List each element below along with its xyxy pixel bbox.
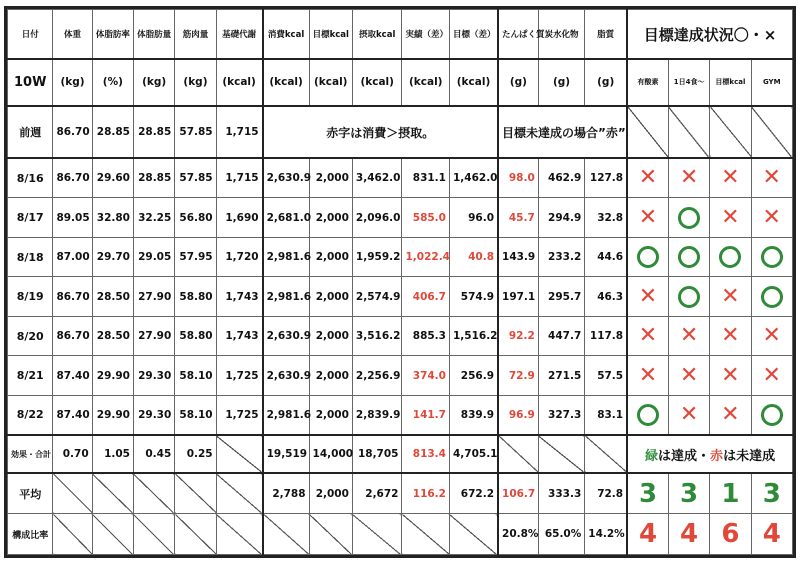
status-mark-gym — [751, 356, 792, 396]
average-label: 平均 — [8, 473, 53, 514]
status-mark-target-kcal — [710, 316, 751, 356]
row-value: 32.80 — [92, 198, 133, 238]
total-consumed: 19,519 — [263, 435, 309, 473]
status-mark-gym — [751, 395, 792, 435]
header-fat: 脂質 — [585, 10, 627, 60]
row-value: 141.7 — [402, 395, 450, 435]
row-value: 256.9 — [449, 356, 498, 396]
status-title: 目標達成状況〇・× — [627, 10, 792, 60]
unit-cell: (kcal) — [216, 59, 262, 106]
row-value: 87.40 — [53, 395, 92, 435]
header-body-fat-mass: 体脂肪量 — [133, 10, 174, 60]
status-mark-cardio — [627, 356, 668, 396]
unit-cell: (kg) — [133, 59, 174, 106]
composition-ratio-row — [8, 514, 793, 555]
circle-achieved-icon — [678, 207, 700, 229]
cross-unmet-icon: ✕ — [762, 204, 781, 230]
row-value: 2,000 — [309, 395, 352, 435]
slash-cell — [216, 514, 262, 555]
row-value: 46.3 — [585, 277, 627, 317]
row-value: 96.0 — [449, 198, 498, 238]
slash-cell — [92, 473, 133, 514]
avg-target: 2,000 — [309, 473, 352, 514]
header-consumed-kcal: 消費kcal — [263, 10, 309, 60]
row-value: 197.1 — [498, 277, 538, 317]
unit-cell: (g) — [498, 59, 538, 106]
status-mark-gym — [751, 316, 792, 356]
row-value: 2,574.9 — [352, 277, 402, 317]
row-value: 58.80 — [175, 316, 216, 356]
cross-unmet-icon: ✕ — [721, 323, 740, 349]
unmet-count-gym: 4 — [751, 514, 792, 555]
row-date: 8/18 — [8, 237, 53, 277]
avg-protein: 106.7 — [498, 473, 538, 514]
row-value: 117.8 — [585, 316, 627, 356]
header-weight: 体重 — [53, 10, 92, 60]
header-target-diff: 目標（差） — [449, 10, 498, 60]
total-actual-diff: 813.4 — [402, 435, 450, 473]
slash-cell — [309, 514, 352, 555]
row-value: 1,959.2 — [352, 237, 402, 277]
achieved-count-four-meals: 3 — [668, 473, 709, 514]
effect-value: 1.05 — [92, 435, 133, 473]
status-mark-cardio — [627, 395, 668, 435]
status-col-gym: GYM — [751, 59, 792, 106]
status-mark-target-kcal — [710, 395, 751, 435]
status-mark-cardio — [627, 316, 668, 356]
row-value: 32.25 — [133, 198, 174, 238]
slash-cell — [53, 473, 92, 514]
day-row — [8, 237, 793, 277]
row-value: 29.60 — [92, 158, 133, 198]
row-value: 2,096.0 — [352, 198, 402, 238]
row-value: 295.7 — [538, 277, 584, 317]
row-value: 29.90 — [92, 395, 133, 435]
slash-cell — [710, 106, 751, 159]
legend-tail: は未達成 — [723, 448, 776, 464]
status-mark-four-meals — [668, 277, 709, 317]
header-intake-kcal: 摂取kcal — [352, 10, 402, 60]
row-date: 8/21 — [8, 356, 53, 396]
ratio-label: 構成比率 — [8, 514, 53, 555]
row-value: 585.0 — [402, 198, 450, 238]
row-value: 86.70 — [53, 277, 92, 317]
row-value: 831.1 — [402, 158, 450, 198]
row-value: 28.85 — [133, 158, 174, 198]
row-value: 2,630.9 — [263, 356, 309, 396]
row-value: 57.95 — [175, 237, 216, 277]
header-basal-metabolism: 基礎代謝 — [216, 10, 262, 60]
row-value: 2,000 — [309, 316, 352, 356]
row-value: 233.2 — [538, 237, 584, 277]
row-value: 1,720 — [216, 237, 262, 277]
row-value: 327.3 — [538, 395, 584, 435]
cross-unmet-icon: ✕ — [721, 165, 740, 191]
status-mark-four-meals — [668, 158, 709, 198]
row-value: 1,462.0 — [449, 158, 498, 198]
slash-cell — [751, 106, 792, 159]
cross-unmet-icon: ✕ — [638, 204, 658, 230]
row-value: 89.05 — [53, 198, 92, 238]
slash-cell — [263, 514, 309, 555]
day-row — [8, 395, 793, 435]
cross-unmet-icon: ✕ — [721, 283, 740, 309]
row-value: 83.1 — [585, 395, 627, 435]
total-target: 14,000 — [309, 435, 352, 473]
row-value: 56.80 — [175, 198, 216, 238]
effect-value: 0.25 — [175, 435, 216, 473]
row-value: 885.3 — [402, 316, 450, 356]
row-value: 27.90 — [133, 316, 174, 356]
slash-cell — [402, 514, 450, 555]
status-mark-cardio — [627, 277, 668, 317]
prev-week-label: 前週 — [8, 106, 53, 159]
slash-cell — [216, 435, 262, 473]
row-value: 2,000 — [309, 277, 352, 317]
row-value: 127.8 — [585, 158, 627, 198]
header-row — [8, 10, 793, 60]
row-value: 294.9 — [538, 198, 584, 238]
row-value: 58.80 — [175, 277, 216, 317]
row-value: 2,256.9 — [352, 356, 402, 396]
status-mark-target-kcal — [710, 356, 751, 396]
achieved-count-gym: 3 — [751, 473, 792, 514]
header-muscle-mass: 筋肉量 — [175, 10, 216, 60]
row-value: 98.0 — [498, 158, 538, 198]
legend-mid: は達成・ — [658, 448, 711, 464]
slash-cell — [498, 435, 538, 473]
row-value: 32.8 — [585, 198, 627, 238]
circle-achieved-icon — [637, 404, 659, 426]
target-unmet-note: 目標未達成の場合”赤” — [498, 106, 627, 159]
row-value: 406.7 — [402, 277, 450, 317]
avg-actual-diff: 116.2 — [402, 473, 450, 514]
row-value: 29.05 — [133, 237, 174, 277]
slash-cell — [585, 435, 627, 473]
header-target-kcal: 目標kcal — [309, 10, 352, 60]
diet-record-sheet — [4, 6, 796, 558]
row-value: 1,516.2 — [449, 316, 498, 356]
unit-cell: (kcal) — [263, 59, 309, 106]
red-rule-note: 赤字は消費＞摂取。 — [263, 106, 498, 159]
cross-unmet-icon: ✕ — [762, 362, 781, 388]
cross-unmet-icon: ✕ — [721, 362, 740, 388]
row-value: 28.50 — [92, 277, 133, 317]
slash-cell — [668, 106, 709, 159]
cross-unmet-icon: ✕ — [762, 165, 781, 191]
row-value: 29.90 — [92, 356, 133, 396]
header-carbs: 炭水化物 — [538, 10, 584, 60]
cross-unmet-icon: ✕ — [679, 323, 699, 349]
weekly-diet-table — [7, 9, 793, 555]
prev-value: 57.85 — [175, 106, 216, 159]
cross-unmet-icon: ✕ — [638, 323, 658, 349]
row-value: 2,000 — [309, 356, 352, 396]
legend — [627, 435, 792, 473]
row-value: 447.7 — [538, 316, 584, 356]
row-value: 462.9 — [538, 158, 584, 198]
row-value: 1,725 — [216, 356, 262, 396]
row-value: 45.7 — [498, 198, 538, 238]
row-value: 40.8 — [449, 237, 498, 277]
ratio-protein: 20.8% — [498, 514, 538, 555]
unit-cell: (kcal) — [352, 59, 402, 106]
unit-cell: (kcal) — [402, 59, 450, 106]
slash-cell — [175, 514, 216, 555]
avg-fat: 72.8 — [585, 473, 627, 514]
slash-cell — [449, 514, 498, 555]
row-value: 86.70 — [53, 158, 92, 198]
row-value: 2,981.6 — [263, 395, 309, 435]
row-value: 2,981.6 — [263, 237, 309, 277]
row-value: 58.10 — [175, 395, 216, 435]
header-date: 日付 — [8, 10, 53, 60]
row-value: 27.90 — [133, 277, 174, 317]
status-col-four-meals: 1日4食〜 — [668, 59, 709, 106]
day-row — [8, 158, 793, 198]
week-label: 10W — [8, 59, 53, 106]
row-value: 3,516.2 — [352, 316, 402, 356]
unit-cell: (%) — [92, 59, 133, 106]
cross-unmet-icon: ✕ — [679, 165, 699, 191]
achieved-count-cardio: 3 — [627, 473, 668, 514]
circle-achieved-icon — [761, 246, 783, 268]
slash-cell — [627, 106, 668, 159]
cross-unmet-icon: ✕ — [762, 323, 781, 349]
row-value: 839.9 — [449, 395, 498, 435]
previous-week-row — [8, 106, 793, 159]
row-value: 57.5 — [585, 356, 627, 396]
cross-unmet-icon: ✕ — [721, 204, 740, 230]
header-actual-diff: 実績（差） — [402, 10, 450, 60]
row-value: 87.00 — [53, 237, 92, 277]
day-row — [8, 356, 793, 396]
effect-total-label: 効果・合計 — [8, 435, 53, 473]
legend-green: 緑 — [645, 448, 659, 464]
circle-achieved-icon — [761, 404, 783, 426]
prev-value: 1,715 — [216, 106, 262, 159]
slash-cell — [538, 435, 584, 473]
row-value: 143.9 — [498, 237, 538, 277]
slash-cell — [133, 473, 174, 514]
slash-cell — [216, 473, 262, 514]
circle-achieved-icon — [678, 286, 700, 308]
total-target-diff: 4,705.1 — [449, 435, 498, 473]
avg-target-diff: 672.2 — [449, 473, 498, 514]
row-value: 2,000 — [309, 237, 352, 277]
units-row — [8, 59, 793, 106]
cross-unmet-icon: ✕ — [638, 283, 658, 309]
ratio-fat: 14.2% — [585, 514, 627, 555]
row-date: 8/22 — [8, 395, 53, 435]
unmet-count-four-meals: 4 — [668, 514, 709, 555]
status-mark-four-meals — [668, 395, 709, 435]
row-value: 2,681.0 — [263, 198, 309, 238]
slash-cell — [133, 514, 174, 555]
unmet-count-cardio: 4 — [627, 514, 668, 555]
row-value: 2,000 — [309, 158, 352, 198]
status-mark-four-meals — [668, 237, 709, 277]
effect-total-row — [8, 435, 793, 473]
row-value: 1,725 — [216, 395, 262, 435]
row-value: 87.40 — [53, 356, 92, 396]
status-mark-target-kcal — [710, 198, 751, 238]
slash-cell — [92, 514, 133, 555]
row-value: 1,743 — [216, 316, 262, 356]
unmet-count-target-kcal: 6 — [710, 514, 751, 555]
cross-unmet-icon: ✕ — [721, 401, 740, 427]
row-value: 1,690 — [216, 198, 262, 238]
daily-rows — [8, 158, 793, 435]
status-mark-target-kcal — [710, 277, 751, 317]
ratio-carbs: 65.0% — [538, 514, 584, 555]
row-value: 2,630.9 — [263, 158, 309, 198]
cross-unmet-icon: ✕ — [679, 401, 699, 427]
circle-achieved-icon — [719, 246, 741, 268]
row-value: 29.30 — [133, 356, 174, 396]
cross-unmet-icon: ✕ — [638, 362, 658, 388]
row-value: 2,630.9 — [263, 316, 309, 356]
total-intake: 18,705 — [352, 435, 402, 473]
status-mark-gym — [751, 277, 792, 317]
prev-value: 86.70 — [53, 106, 92, 159]
day-row — [8, 198, 793, 238]
prev-value: 28.85 — [92, 106, 133, 159]
row-value: 2,981.6 — [263, 277, 309, 317]
slash-cell — [352, 514, 402, 555]
row-value: 29.70 — [92, 237, 133, 277]
slash-cell — [175, 473, 216, 514]
status-mark-cardio — [627, 158, 668, 198]
row-value: 2,839.9 — [352, 395, 402, 435]
legend-red: 赤 — [710, 448, 724, 464]
row-value: 57.85 — [175, 158, 216, 198]
status-col-cardio: 有酸素 — [627, 59, 668, 106]
row-value: 3,462.0 — [352, 158, 402, 198]
row-value: 92.2 — [498, 316, 538, 356]
row-value: 374.0 — [402, 356, 450, 396]
row-date: 8/16 — [8, 158, 53, 198]
row-value: 29.30 — [133, 395, 174, 435]
status-mark-target-kcal — [710, 237, 751, 277]
status-mark-cardio — [627, 237, 668, 277]
day-row — [8, 316, 793, 356]
status-mark-cardio — [627, 198, 668, 238]
row-value: 58.10 — [175, 356, 216, 396]
slash-cell — [53, 514, 92, 555]
row-value: 72.9 — [498, 356, 538, 396]
row-value: 2,000 — [309, 198, 352, 238]
status-mark-four-meals — [668, 356, 709, 396]
prev-value: 28.85 — [133, 106, 174, 159]
status-mark-gym — [751, 158, 792, 198]
status-col-target-kcal: 目標kcal — [710, 59, 751, 106]
avg-carbs: 333.3 — [538, 473, 584, 514]
row-value: 96.9 — [498, 395, 538, 435]
unit-cell: (kcal) — [449, 59, 498, 106]
row-value: 44.6 — [585, 237, 627, 277]
row-value: 86.70 — [53, 316, 92, 356]
cross-unmet-icon: ✕ — [679, 362, 699, 388]
unit-cell: (kg) — [53, 59, 92, 106]
status-mark-four-meals — [668, 316, 709, 356]
effect-value: 0.70 — [53, 435, 92, 473]
cross-unmet-icon: ✕ — [638, 165, 658, 191]
effect-value: 0.45 — [133, 435, 174, 473]
achieved-count-target-kcal: 1 — [710, 473, 751, 514]
status-mark-four-meals — [668, 198, 709, 238]
unit-cell: (kg) — [175, 59, 216, 106]
row-value: 574.9 — [449, 277, 498, 317]
header-protein: たんぱく質 — [498, 10, 538, 60]
circle-achieved-icon — [678, 246, 700, 268]
row-date: 8/20 — [8, 316, 53, 356]
row-value: 1,715 — [216, 158, 262, 198]
row-value: 1,022.4 — [402, 237, 450, 277]
unit-cell: (g) — [585, 59, 627, 106]
avg-consumed: 2,788 — [263, 473, 309, 514]
avg-intake: 2,672 — [352, 473, 402, 514]
status-mark-gym — [751, 237, 792, 277]
average-row — [8, 473, 793, 514]
status-mark-target-kcal — [710, 158, 751, 198]
unit-cell: (g) — [538, 59, 584, 106]
row-date: 8/19 — [8, 277, 53, 317]
row-date: 8/17 — [8, 198, 53, 238]
status-mark-gym — [751, 198, 792, 238]
day-row — [8, 277, 793, 317]
unit-cell: (kcal) — [309, 59, 352, 106]
row-value: 271.5 — [538, 356, 584, 396]
row-value: 1,743 — [216, 277, 262, 317]
circle-achieved-icon — [761, 286, 783, 308]
header-body-fat-rate: 体脂肪率 — [92, 10, 133, 60]
row-value: 28.50 — [92, 316, 133, 356]
circle-achieved-icon — [637, 246, 659, 268]
